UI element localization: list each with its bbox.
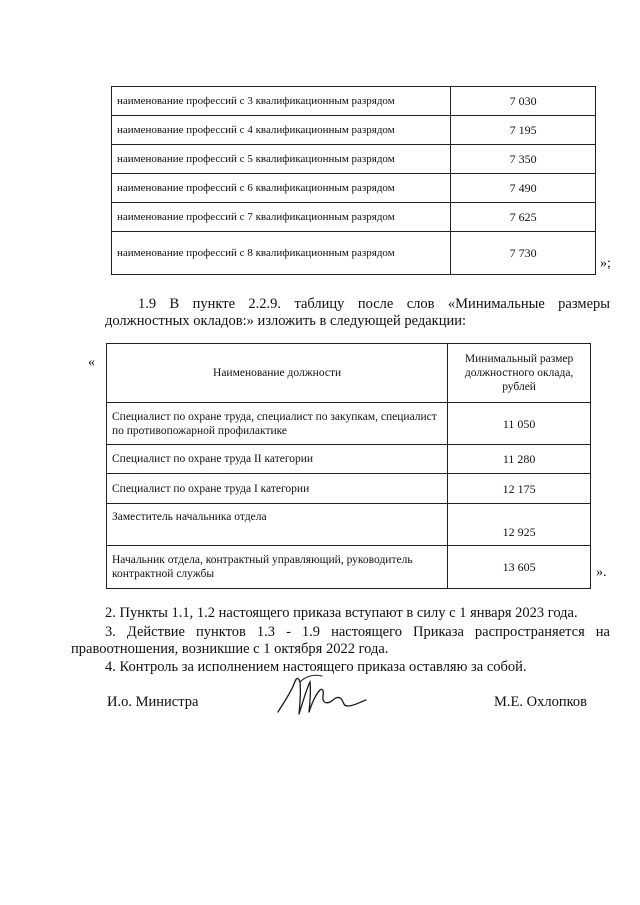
position-name-cell: Начальник отдела, контрактный управляющий, руководитель контрактной службы	[107, 546, 448, 589]
profession-name-cell: наименование профессий с 4 квалификационным разрядом	[112, 116, 451, 145]
position-name-cell: Специалист по охране труда I категории	[107, 474, 448, 504]
para-1-9-line1: 1.9 В пункте 2.2.9. таблицу после слов «Минимальные размеры	[138, 296, 610, 312]
table-row	[107, 474, 591, 504]
profession-name-cell: наименование профессий с 5 квалификационным разрядом	[112, 145, 451, 174]
salary-cell: 7 195	[451, 116, 596, 145]
table-row	[112, 87, 596, 116]
profession-name-cell: наименование профессий с 3 квалификационным разрядом	[112, 87, 451, 116]
profession-name-cell: наименование профессий с 7 квалификационным разрядом	[112, 203, 451, 232]
position-name-cell: Заместитель начальника отдела	[107, 504, 448, 546]
salary-cell: 12 925	[448, 504, 591, 546]
salary-cell: 7 030	[451, 87, 596, 116]
item-4: 4. Контроль за исполнением настоящего приказа оставляю за собой.	[105, 659, 527, 675]
salary-cell: 11 050	[448, 403, 591, 445]
table-row	[107, 445, 591, 474]
salary-cell: 7 625	[451, 203, 596, 232]
table-row	[112, 145, 596, 174]
item-3-line1: 3. Действие пунктов 1.3 - 1.9 настоящего Приказа распространяется на	[105, 624, 610, 640]
table1-closing-quote: »;	[600, 256, 611, 271]
salary-cell: 12 175	[448, 474, 591, 504]
item-3-line2: правоотношения, возникшие с 1 октября 2022 года.	[71, 641, 389, 657]
table-row	[107, 403, 591, 445]
position-name-cell: Специалист по охране труда, специалист по закупкам, специалист по противопожарной профилактике	[107, 403, 448, 445]
salary-cell: 13 605	[448, 546, 591, 589]
salary-cell: 7 730	[451, 232, 596, 275]
position-salary-table	[106, 343, 591, 589]
handwritten-signature	[270, 672, 370, 722]
salary-cell: 7 490	[451, 174, 596, 203]
grade-salary-table	[111, 86, 596, 275]
table2-opening-quote: «	[88, 355, 95, 370]
position-name-cell: Специалист по охране труда II категории	[107, 445, 448, 474]
table-row	[107, 546, 591, 589]
signatory-position: И.о. Министра	[107, 694, 199, 710]
table-row	[107, 504, 591, 546]
para-1-9-line2: должностных окладов:» изложить в следующей редакции:	[105, 313, 467, 329]
item-2: 2. Пункты 1.1, 1.2 настоящего приказа вступают в силу с 1 января 2023 года.	[105, 605, 578, 621]
profession-name-cell: наименование профессий с 8 квалификационным разрядом	[112, 232, 451, 275]
table-header-row	[107, 344, 591, 403]
table2-closing-quote: ».	[596, 565, 607, 580]
table-row	[112, 232, 596, 275]
profession-name-cell: наименование профессий с 6 квалификационным разрядом	[112, 174, 451, 203]
table-row	[112, 116, 596, 145]
salary-cell: 11 280	[448, 445, 591, 474]
signatory-name: М.Е. Охлопков	[494, 694, 587, 710]
salary-cell: 7 350	[451, 145, 596, 174]
table-row	[112, 174, 596, 203]
header-position-name: Наименование должности	[107, 344, 448, 403]
table-row	[112, 203, 596, 232]
header-min-salary: Минимальный размер должностного оклада, рублей	[448, 344, 591, 403]
